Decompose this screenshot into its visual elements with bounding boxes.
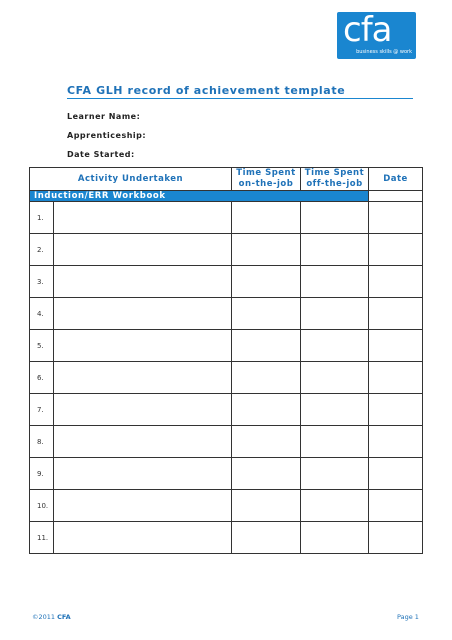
date-cell [369, 298, 423, 330]
row-number: 10. [30, 490, 54, 522]
activity-cell [54, 330, 232, 362]
activity-cell [54, 298, 232, 330]
activity-cell [54, 426, 232, 458]
time-on-job-cell [232, 298, 301, 330]
time-off-job-cell [301, 330, 369, 362]
activity-cell [54, 362, 232, 394]
row-number: 5. [30, 330, 54, 362]
date-cell [369, 426, 423, 458]
date-cell [369, 490, 423, 522]
date-cell [369, 234, 423, 266]
activity-header: Activity Undertaken [30, 168, 232, 191]
time-off-job-cell [301, 394, 369, 426]
time-off-job-cell [301, 426, 369, 458]
title-divider [67, 98, 413, 99]
table-header-row [30, 168, 423, 191]
table-row [30, 298, 423, 330]
activity-cell [54, 522, 232, 554]
row-number: 11. [30, 522, 54, 554]
cfa-logo [337, 12, 416, 59]
time-off-job-cell [301, 458, 369, 490]
row-number: 4. [30, 298, 54, 330]
section-row [30, 191, 423, 202]
time-off-job-cell [301, 234, 369, 266]
time-on-job-cell [232, 362, 301, 394]
table-row [30, 458, 423, 490]
apprenticeship-label: Apprenticeship: [67, 131, 147, 140]
date-started-label: Date Started: [67, 150, 135, 159]
copyright-text: ©2011 [32, 613, 56, 621]
table-row [30, 234, 423, 266]
table-row [30, 490, 423, 522]
page-number: Page 1 [397, 613, 419, 621]
date-cell [369, 266, 423, 298]
table-row [30, 362, 423, 394]
activity-cell [54, 202, 232, 234]
time-on-job-cell [232, 330, 301, 362]
date-header: Date [369, 168, 423, 191]
section-header: Induction/ERR Workbook [30, 191, 369, 202]
table-row [30, 394, 423, 426]
row-number: 2. [30, 234, 54, 266]
row-number: 1. [30, 202, 54, 234]
date-cell [369, 394, 423, 426]
time-off-job-cell [301, 362, 369, 394]
time-on-job-cell [232, 266, 301, 298]
time-on-job-cell [232, 522, 301, 554]
table-row [30, 522, 423, 554]
time-on-job-header: Time Spent on-the-job [232, 168, 301, 191]
time-on-job-cell [232, 426, 301, 458]
time-off-job-cell [301, 266, 369, 298]
time-off-job-header: Time Spent off-the-job [301, 168, 369, 191]
activity-cell [54, 266, 232, 298]
time-on-job-cell [232, 394, 301, 426]
time-on-job-cell [232, 234, 301, 266]
row-number: 6. [30, 362, 54, 394]
row-number: 7. [30, 394, 54, 426]
document-title: CFA GLH record of achievement template [67, 84, 346, 97]
footer-copyright [32, 613, 71, 621]
time-on-job-cell [232, 458, 301, 490]
activity-cell [54, 490, 232, 522]
table-row [30, 330, 423, 362]
logo-mark: cfa [343, 10, 392, 50]
logo-tagline: business skills @ work [356, 49, 412, 55]
date-cell [369, 330, 423, 362]
footer-org: CFA [57, 613, 71, 621]
time-on-job-cell [232, 202, 301, 234]
time-off-job-cell [301, 522, 369, 554]
time-off-job-cell [301, 490, 369, 522]
date-cell [369, 522, 423, 554]
activity-cell [54, 394, 232, 426]
date-cell [369, 362, 423, 394]
row-number: 9. [30, 458, 54, 490]
date-cell [369, 458, 423, 490]
time-on-job-cell [232, 490, 301, 522]
section-date-cell [369, 191, 423, 202]
row-number: 3. [30, 266, 54, 298]
date-cell [369, 202, 423, 234]
table-row [30, 202, 423, 234]
table-row [30, 426, 423, 458]
table-row [30, 266, 423, 298]
learner-name-label: Learner Name: [67, 112, 141, 121]
achievement-table [29, 167, 423, 554]
row-number: 8. [30, 426, 54, 458]
time-off-job-cell [301, 202, 369, 234]
activity-cell [54, 458, 232, 490]
time-off-job-cell [301, 298, 369, 330]
activity-cell [54, 234, 232, 266]
